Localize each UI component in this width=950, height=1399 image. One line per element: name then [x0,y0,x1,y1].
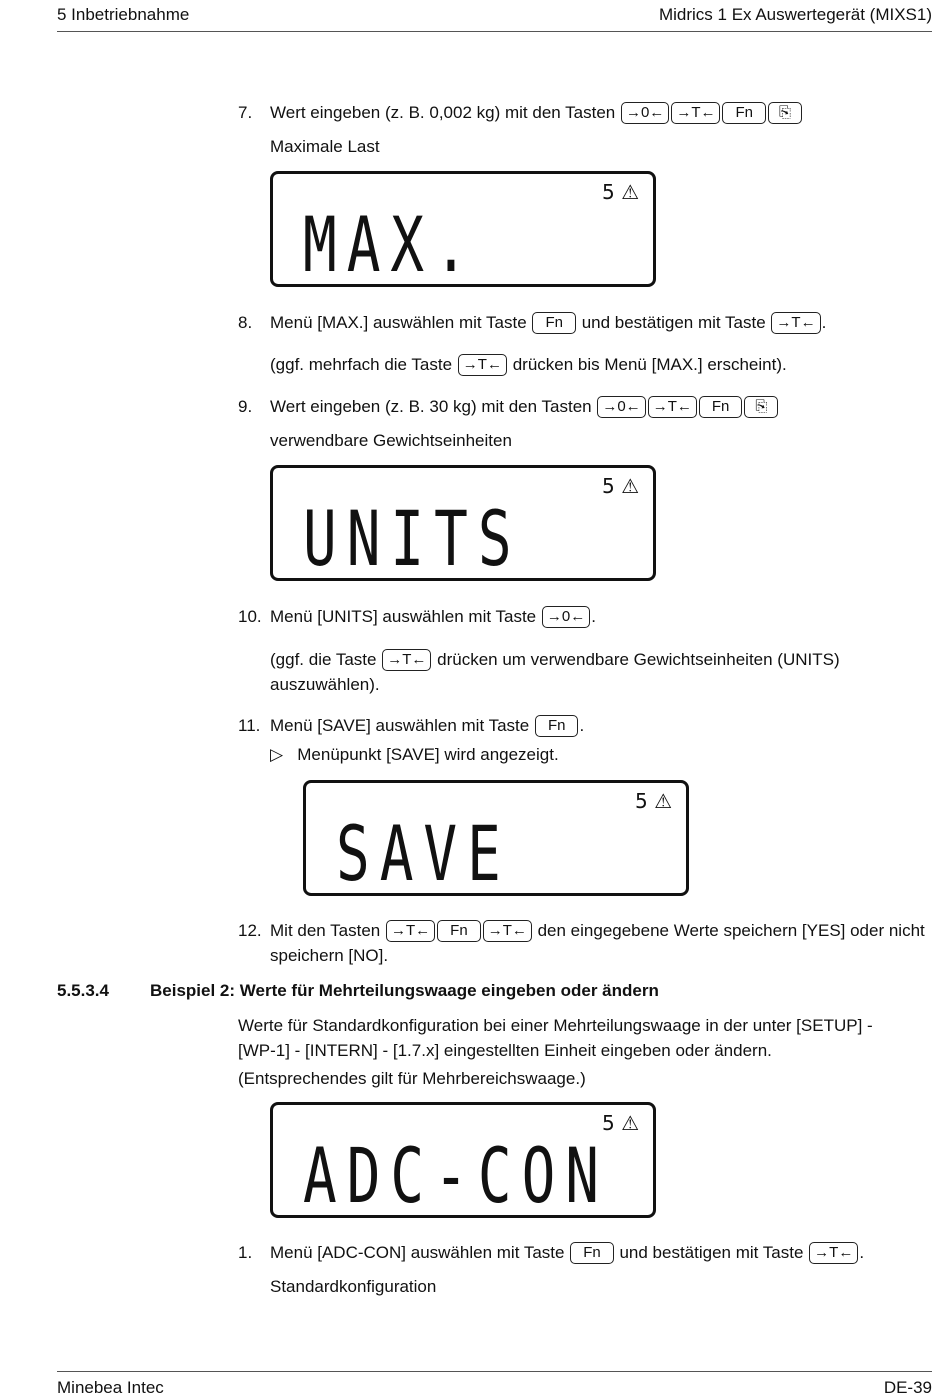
step-8-text: Menü [MAX.] auswählen mit Taste Fn und bestätigen mit Taste →T← . [270,313,827,332]
step-9-sub: verwendbare Gewichtseinheiten [270,431,512,450]
step-7-text: Wert eingeben (z. B. 0,002 kg) mit den Tasten →0← →T← Fn ⎘ [270,101,803,125]
step-12-text-cont: speichern [NO]. [270,946,389,965]
step-10-text: Menü [UNITS] auswählen mit Taste →0← . [270,607,596,626]
tare-key-icon: →T← [382,649,431,671]
lcd-indicator: 5 ⚠ [601,180,639,204]
step-12-number: 12. [238,921,262,940]
print-key-icon: ⎘ [744,396,778,418]
tare-key-icon: →T← [648,396,697,418]
step-7-sub: Maximale Last [270,137,380,156]
lcd-indicator: 5 ⚠ [601,1111,639,1135]
result-triangle-icon: ▷ [270,745,284,764]
zero-key-icon: →0← [542,606,590,628]
step-10-note: (ggf. die Taste →T← drücken um verwendbare Gewichtseinheiten (UNITS) [270,650,840,669]
step-9-number: 9. [238,397,253,416]
tare-key-icon: →T← [458,354,507,376]
header-chapter: 5 Inbetriebnahme [57,5,190,24]
footer-rule [57,1371,932,1372]
step-11-text: Menü [SAVE] auswählen mit Taste Fn . [270,716,585,735]
lcd-display-save [303,780,689,899]
step-10-note-cont: auszuwählen). [270,675,380,694]
header-rule [57,31,932,32]
step-8-number: 8. [238,313,253,332]
section-paragraph-line-3: (Entsprechendes gilt für Mehrbereichswaage.) [238,1069,586,1088]
fn-key-icon: Fn [532,312,576,334]
lcd-indicator: 5 ⚠ [634,789,672,813]
tare-key-icon: →T← [809,1242,858,1264]
footer-page-number: DE-39 [883,1378,932,1397]
lcd-indicator: 5 ⚠ [601,474,639,498]
step-7-number: 7. [238,103,253,122]
footer-company: Minebea Intec [57,1378,164,1397]
section-paragraph-line-2: [WP-1] - [INTERN] - [1.7.x] eingestellten Einheit eingeben oder ändern. [238,1041,772,1060]
section-step-1-text: Menü [ADC-CON] auswählen mit Taste Fn und bestätigen mit Taste →T← . [270,1243,865,1262]
step-12-text: Mit den Tasten →T← Fn →T← den eingegebene Werte speichern [YES] oder nicht [270,921,925,940]
lcd-text: SAVE [336,811,511,899]
fn-key-icon: Fn [570,1242,614,1264]
tare-key-icon: →T← [671,102,720,124]
header-title: Midrics 1 Ex Auswertegerät (MIXS1) [658,5,932,24]
fn-key-icon: Fn [535,715,579,737]
step-11-result: ▷ Menüpunkt [SAVE] wird angezeigt. [270,745,559,764]
zero-key-icon: →0← [597,396,645,418]
lcd-display-max [270,171,656,290]
lcd-text: MAX. [303,202,478,290]
step-8-note: (ggf. mehrfach die Taste →T← drücken bis Menü [MAX.] erscheint). [270,355,787,374]
tare-key-icon: →T← [483,920,532,942]
step-10-number: 10. [238,607,262,626]
section-step-1-number: 1. [238,1243,253,1262]
lcd-display-units [270,465,656,584]
tare-key-icon: →T← [386,920,435,942]
zero-key-icon: →0← [621,102,669,124]
lcd-text: UNITS [303,496,522,584]
fn-key-icon: Fn [437,920,481,942]
tare-key-icon: →T← [771,312,820,334]
section-paragraph-line-1: Werte für Standardkonfiguration bei einer Mehrteilungswaage in der unter [SETUP] - [238,1016,873,1035]
section-number: 5.5.3.4 [57,981,109,1000]
step-11-number: 11. [238,716,261,735]
section-title: Beispiel 2: Werte für Mehrteilungswaage eingeben oder ändern [150,981,659,1000]
print-key-icon: ⎘ [768,102,802,124]
step-9-text: Wert eingeben (z. B. 30 kg) mit den Tasten →0← →T← Fn ⎘ [270,395,779,419]
lcd-text: ADC-CON [303,1133,610,1221]
fn-key-icon: Fn [699,396,743,418]
lcd-display-adc-con [270,1102,656,1221]
section-step-1-sub: Standardkonfiguration [270,1277,437,1296]
fn-key-icon: Fn [722,102,766,124]
